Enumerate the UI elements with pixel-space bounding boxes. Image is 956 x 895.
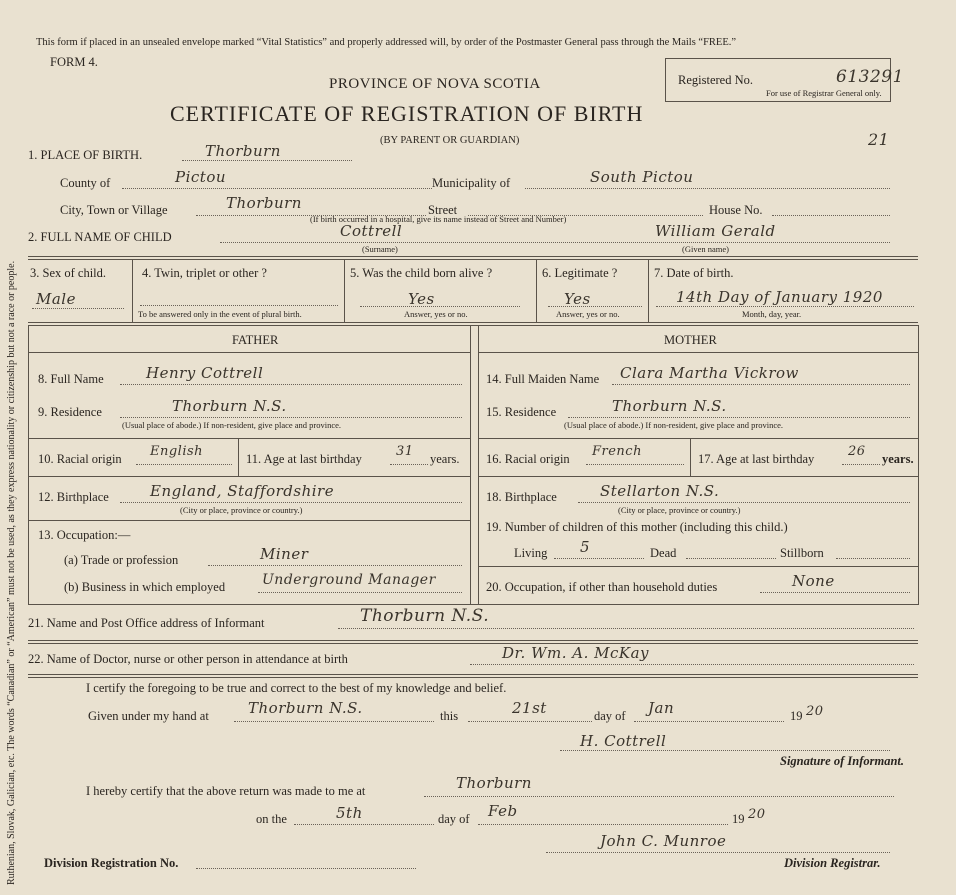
child-surname-note: (Surname): [362, 244, 398, 254]
registered-no-box: [665, 58, 904, 102]
father-occ-label: 13. Occupation:—: [38, 528, 131, 542]
street-label: Street: [428, 203, 458, 217]
mother-living-label: Living: [514, 546, 548, 560]
side-note-text: Ruthenian, Slovak, Galician, etc. The words “Canadian” or “American” must not be used, as they express nationality or citizenship but not a race or people.: [6, 260, 17, 885]
alive-value: Yes: [408, 290, 435, 308]
mother-birthplace-note: (City or place, province or country.): [618, 505, 741, 515]
registrar-label: Division Registrar.: [784, 856, 881, 870]
mother-racial-value: French: [592, 444, 642, 459]
given-year-value: 20: [806, 704, 824, 719]
place-label: 1. PLACE OF BIRTH.: [28, 148, 143, 162]
given-year-prefix: 19: [790, 709, 803, 723]
registrar-day: 5th: [336, 804, 363, 822]
form-number: FORM 4.: [50, 55, 98, 69]
mother-res-label: 15. Residence: [486, 405, 557, 419]
county-label: County of: [60, 176, 111, 190]
mother-heading: MOTHER: [664, 333, 717, 347]
father-name-label: 8. Full Name: [38, 372, 104, 386]
doctor-label: 22. Name of Doctor, nurse or other person in attendance at birth: [28, 652, 348, 666]
date-value: 14th Day of January 1920: [676, 288, 883, 306]
mother-birthplace-value: Stellarton N.S.: [600, 482, 720, 500]
father-name-value: Henry Cottrell: [146, 364, 264, 382]
father-racial-value: English: [150, 444, 204, 459]
father-trade-value: Miner: [260, 545, 309, 563]
certify-statement: I certify the foregoing to be true and correct to the best of my knowledge and belief.: [86, 681, 507, 695]
father-trade-label: (a) Trade or profession: [64, 553, 179, 567]
mother-racial-label: 16. Racial origin: [486, 452, 570, 466]
father-business-label: (b) Business in which employed: [64, 580, 226, 594]
city-label: City, Town or Village: [60, 203, 168, 217]
on-the-label: on the: [256, 812, 287, 826]
division-no-label: Division Registration No.: [44, 856, 179, 870]
registrar-year-prefix: 19: [732, 812, 745, 826]
page-title: CERTIFICATE OF REGISTRATION OF BIRTH: [170, 101, 644, 126]
child-given-note: (Given name): [682, 244, 729, 254]
mother-occ-value: None: [792, 572, 835, 590]
father-res-label: 9. Residence: [38, 405, 102, 419]
mother-age-unit: years.: [882, 452, 914, 466]
father-age-label: 11. Age at last birthday: [246, 452, 362, 466]
sex-label: 3. Sex of child.: [30, 266, 107, 280]
signature-label: Signature of Informant.: [780, 754, 904, 768]
day-of-label: day of: [594, 709, 626, 723]
city-value: Thorburn: [226, 194, 302, 212]
father-birthplace-label: 12. Birthplace: [38, 490, 109, 504]
mother-age-label: 17. Age at last birthday: [698, 452, 815, 466]
registered-no-label: Registered No.: [678, 73, 753, 87]
father-res-value: Thorburn N.S.: [172, 397, 287, 415]
father-res-note: (Usual place of abode.) If non-resident, give place and province.: [122, 420, 342, 430]
registered-no-note: For use of Registrar General only.: [766, 88, 882, 98]
mother-name-value: Clara Martha Vickrow: [620, 364, 799, 382]
street-note: (If birth occurred in a hospital, give its name instead of Street and Number): [310, 214, 567, 224]
child-given: William Gerald: [655, 222, 776, 240]
father-age-value: 31: [396, 444, 414, 459]
father-heading: FATHER: [232, 333, 279, 347]
mother-living-value: 5: [580, 538, 591, 556]
province-heading: PROVINCE OF NOVA SCOTIA: [329, 76, 541, 92]
this-label: this: [440, 709, 459, 723]
mother-name-label: 14. Full Maiden Name: [486, 372, 600, 386]
mother-res-note: (Usual place of abode.) If non-resident, give place and province.: [564, 420, 784, 430]
mother-dead-label: Dead: [650, 546, 677, 560]
mother-children-label: 19. Number of children of this mother (including this child.): [486, 520, 788, 534]
alive-label: 5. Was the child born alive ?: [350, 266, 493, 280]
mail-notice: This form if placed in an unsealed envelope marked “Vital Statistics” and properly addressed will, by order of the Postmaster General pass through the Mails “FREE.”: [36, 37, 737, 48]
child-surname: Cottrell: [340, 222, 403, 240]
municipality-label: Municipality of: [432, 176, 511, 190]
registrar-month: Feb: [488, 802, 518, 820]
side-note: [0, 0, 22, 895]
mother-age-value: 26: [848, 444, 866, 459]
twin-label: 4. Twin, triplet or other ?: [142, 266, 267, 280]
informant-value: Thorburn N.S.: [360, 606, 490, 626]
given-day: 21st: [512, 699, 547, 717]
doctor-value: Dr. Wm. A. McKay: [502, 644, 650, 662]
date-note: Month, day, year.: [742, 309, 802, 319]
father-racial-label: 10. Racial origin: [38, 452, 122, 466]
place-value: Thorburn: [205, 142, 281, 160]
father-birthplace-value: England, Staffordshire: [150, 482, 335, 500]
county-value: Pictou: [175, 168, 227, 186]
municipality-value: South Pictou: [590, 168, 694, 186]
informant-signature: H. Cottrell: [580, 732, 667, 750]
registrar-year-value: 20: [748, 807, 766, 822]
registrar-day-of-label: day of: [438, 812, 470, 826]
father-business-value: Underground Manager: [262, 572, 436, 588]
child-label: 2. FULL NAME OF CHILD: [28, 230, 172, 244]
sex-value: Male: [36, 290, 76, 308]
registrar-signature: John C. Munroe: [600, 832, 727, 850]
house-label: House No.: [709, 203, 763, 217]
registrar-statement: I hereby certify that the above return was made to me at: [86, 784, 366, 798]
twin-note: To be answered only in the event of plural birth.: [138, 309, 302, 319]
mother-res-value: Thorburn N.S.: [612, 397, 727, 415]
corner-mark: 21: [868, 130, 890, 149]
father-birthplace-note: (City or place, province or country.): [180, 505, 303, 515]
given-label: Given under my hand at: [88, 709, 209, 723]
page-subtitle: (BY PARENT OR GUARDIAN): [380, 135, 520, 146]
legit-label: 6. Legitimate ?: [542, 266, 618, 280]
alive-note: Answer, yes or no.: [404, 309, 468, 319]
registrar-place: Thorburn: [456, 774, 532, 792]
informant-label: 21. Name and Post Office address of Informant: [28, 616, 265, 630]
legit-value: Yes: [564, 290, 591, 308]
registered-no-value: 613291: [836, 67, 904, 87]
given-place: Thorburn N.S.: [248, 699, 363, 717]
father-age-unit: years.: [430, 452, 460, 466]
given-month: Jan: [648, 699, 675, 717]
legit-note: Answer, yes or no.: [556, 309, 620, 319]
date-label: 7. Date of birth.: [654, 266, 734, 280]
mother-stillborn-label: Stillborn: [780, 546, 824, 560]
mother-birthplace-label: 18. Birthplace: [486, 490, 557, 504]
mother-occ-label: 20. Occupation, if other than household duties: [486, 580, 718, 594]
